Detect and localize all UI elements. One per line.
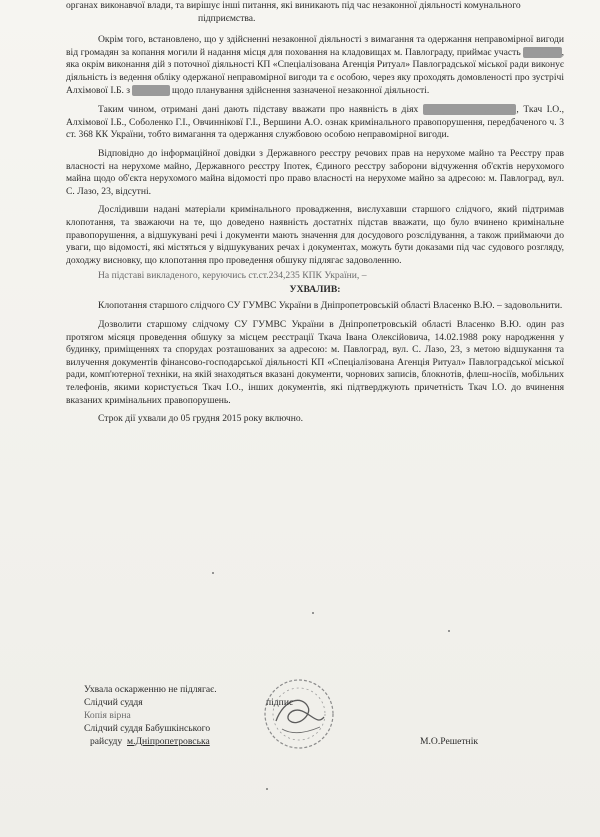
paragraph-additionally: Окрім того, встановлено, що у здійсненні незаконної діяльності з вимагання та одержання неправомірної вигоди від громадян за копання могили й надання місця для поховання на кладовищах м. Павлограду, приймає участь Онул Л.І., яка окрім виконання дій з поточної діяльності КП «Спеціалізована Агенція Ритуал» Павлоградської міської ради виконує діяльність із ведення обліку одержаної неправомірної вигоди та є особою, через яку проходять домовленості про зустрічі Алхімової І.Б. з Отоу Л.І. щодо планування здійснення зазначеної незаконної діяльності. (66, 34, 564, 96)
document-body (66, 0, 564, 426)
speck (266, 788, 268, 790)
judge-court-label: Слідчий суддя Бабушкінського (84, 723, 211, 734)
copy-certified: Копія вірна (84, 710, 131, 721)
sign-label: підпис (266, 697, 294, 708)
speck (212, 572, 214, 574)
paragraph-registry: Відповідно до інформаційної довідки з Державного реєстру речових прав на нерухоме майно та Реєстру прав власності на нерухоме майно, Державного реєстру Іпотек, Єдиного реєстру заборони відчуження об'єктів нерухомого майна щодо об'єкта нерухомого майна відомості про право власності на нерухоме майно за адресою: м. Павлоград, вул. С. Лазо, 23, відсутні. (66, 147, 564, 197)
paragraph-term: Строк дії ухвали до 05 грудня 2015 року включно. (98, 413, 304, 425)
speck (448, 630, 450, 632)
paragraph-basis: На підставі викладеного, керуючись ст.ст.234,235 КПК України, – (98, 270, 367, 282)
redacted-name: Отоу Л.І. (132, 84, 170, 96)
court-label: райсуду м.Дніпропетровська (90, 736, 210, 747)
not-appealable: Ухвала оскарженню не підлягає. (84, 684, 217, 695)
line-enterprise: підприємства. (198, 12, 256, 24)
redacted-name: Онул Л.І. (523, 46, 562, 58)
speck (312, 612, 314, 614)
paragraph-thus: Таким чином, отримані дані дають підставу вважати про наявність в діях Оталу Л.І., Отилу Р.І., Ткач І.О., Алхімової І.Б., Соболенко Г.І., Овчинніковї Г.І., Вершини А.О. ознак кримінального правопорушення, передбаченого ч. 3 ст. 368 КК України, тобто вимагання та одержання службовою особою неправомірної вигоди. (66, 104, 564, 141)
signature-block (84, 684, 524, 774)
paragraph-motion-granted: Клопотання старшого слідчого СУ ГУМВС України в Дніпропетровській області Власенко В.Ю. – задовольнити. (98, 300, 563, 312)
ruling-title: УХВАЛИВ: (289, 283, 341, 295)
judge-label: Слідчий суддя (84, 697, 143, 708)
line-top: органах виконавчої влади, та вирішує інші питання, які виникають під час незаконної діяльності комунального (66, 0, 521, 11)
judge-name: М.О.Решетнік (420, 736, 479, 747)
paragraph-examined: Дослідивши надані матеріали кримінального провадження, вислухавши старшого слідчого, який підтримав клопотання, та зважаючи на те, що доведено наявність достатніх підстав вважати, що було вчинено кримінальне правопорушення, а відшукувані речі і документи мають значення для досудового розслідування, а також приймаючи до уваги, що відомості, які містяться у відшукуваних речах і документах, можуть бути доказами під час судового розгляду, доходжу висновку, що клопотання про проведення обшуку підлягає задоволенню. (66, 204, 564, 266)
redacted-name: Оталу Л.І., Отилу Р.І. (422, 104, 517, 116)
paragraph-search-permission: Дозволити старшому слідчому СУ ГУМВС України в Дніпропетровській області Власенко В.Ю. один раз протягом місяця проведення обшуку за місцем реєстрації Ткача Івана Олексійовича, 14.02.1988 року народження у будинку, приміщеннях та спорудах розташованих за адресою: м. Павлоград, вул. С. Лазо, 23, з метою відшукання та вилучення документів фінансово-господарської діяльності КП «Спеціалізована Агенція Ритуал» Павлоградської міської ради, комп'ютерної техніки, на якій знаходяться вказані документи, чорнових записів, блокнотів, флеш-носіїв, мобільних телефонів, якими користується Ткач І.О., інших документів, які підтверджують причетність Ткач І.О. до вчинення вказаних кримінальних правопорушень. (66, 319, 564, 406)
